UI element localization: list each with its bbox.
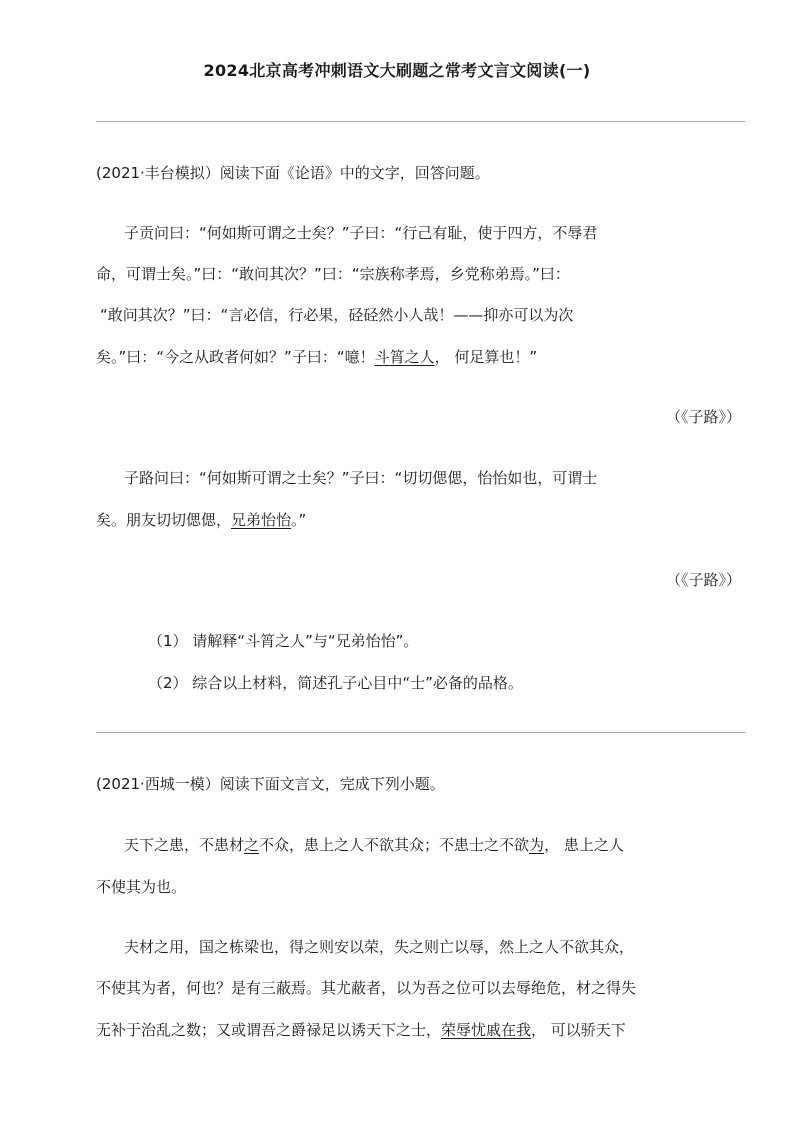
passage3-line [124,834,773,856]
passage4-line: 不使其为者，何也？是有三蔽焉。其尤蔽者，以为吾之位可以去辱绝危，材之得失 [96,979,637,997]
passage3-line: 不使其为也。 [96,878,187,896]
section2-intro: (2021·西城一模）阅读下面文言文，完成下列小题。 [96,775,445,793]
text-segment: ， 可以骄天下 [531,1021,626,1039]
section1-intro: (2021·丰台模拟）阅读下面《论语》中的文字，回答问题。 [96,164,490,182]
text-segment: 矣。朋友切切偲偲， [96,511,232,529]
text-segment: 。” [291,511,307,529]
passage4-line [96,1019,745,1041]
passage1-line: 命，可谓士矣。”曰：“敢问其次？”曰：“宗族称孝焉，乡党称弟焉。”曰： [96,265,570,283]
underlined-term: 荣辱忧戚在我 [441,1021,532,1039]
text-segment: ， 患上之人 [544,836,624,854]
source-citation: （《子路》） [665,571,741,589]
source-citation: （《子路》） [665,408,741,426]
text-segment: 天下之患，不患材 [124,836,245,854]
page-title: 2024北京高考冲刺语文大刷题之常考文言文阅读(一) [203,61,591,80]
passage1-line-last [96,346,745,368]
passage1-line: “敢问其次？”曰：“言必信，行必果，硁硁然小人哉！——抑亦可以为次 [100,306,574,324]
text-segment: ， 何足算也！” [434,348,538,366]
underlined-term: 为 [529,836,545,854]
passage4-line: 夫材之用，国之栋梁也，得之则安以荣，失之则亡以辱，然上之人不欲其众， [124,938,635,956]
passage2-line-last [96,509,745,531]
question-2: （2） 综合以上材料，简述孔子心目中“士”必备的品格。 [148,674,523,692]
divider-top [96,121,745,122]
text-segment: 不众，患上之人不欲其众；不患士之不欲 [259,836,530,854]
text-segment: 无补于治乱之数；又或谓吾之爵禄足以诱天下之士， [96,1021,442,1039]
question-1: （1） 请解释“斗筲之人”与“兄弟怡怡”。 [148,632,419,650]
divider-middle [96,732,745,733]
passage1-line: 子贡问曰：“何如斯可谓之士矣？”子曰：“行己有耻，使于四方，不辱君 [124,224,598,242]
underlined-term: 兄弟怡怡 [231,511,292,529]
underlined-term: 之 [244,836,260,854]
underlined-term: 斗筲之人 [374,348,435,366]
text-segment: 矣。”曰：“今之从政者何如？”子曰：“噫！ [96,348,375,366]
passage2-line: 子路问曰：“何如斯可谓之士矣？”子曰：“切切偲偲，怡怡如也，可谓士 [124,469,598,487]
